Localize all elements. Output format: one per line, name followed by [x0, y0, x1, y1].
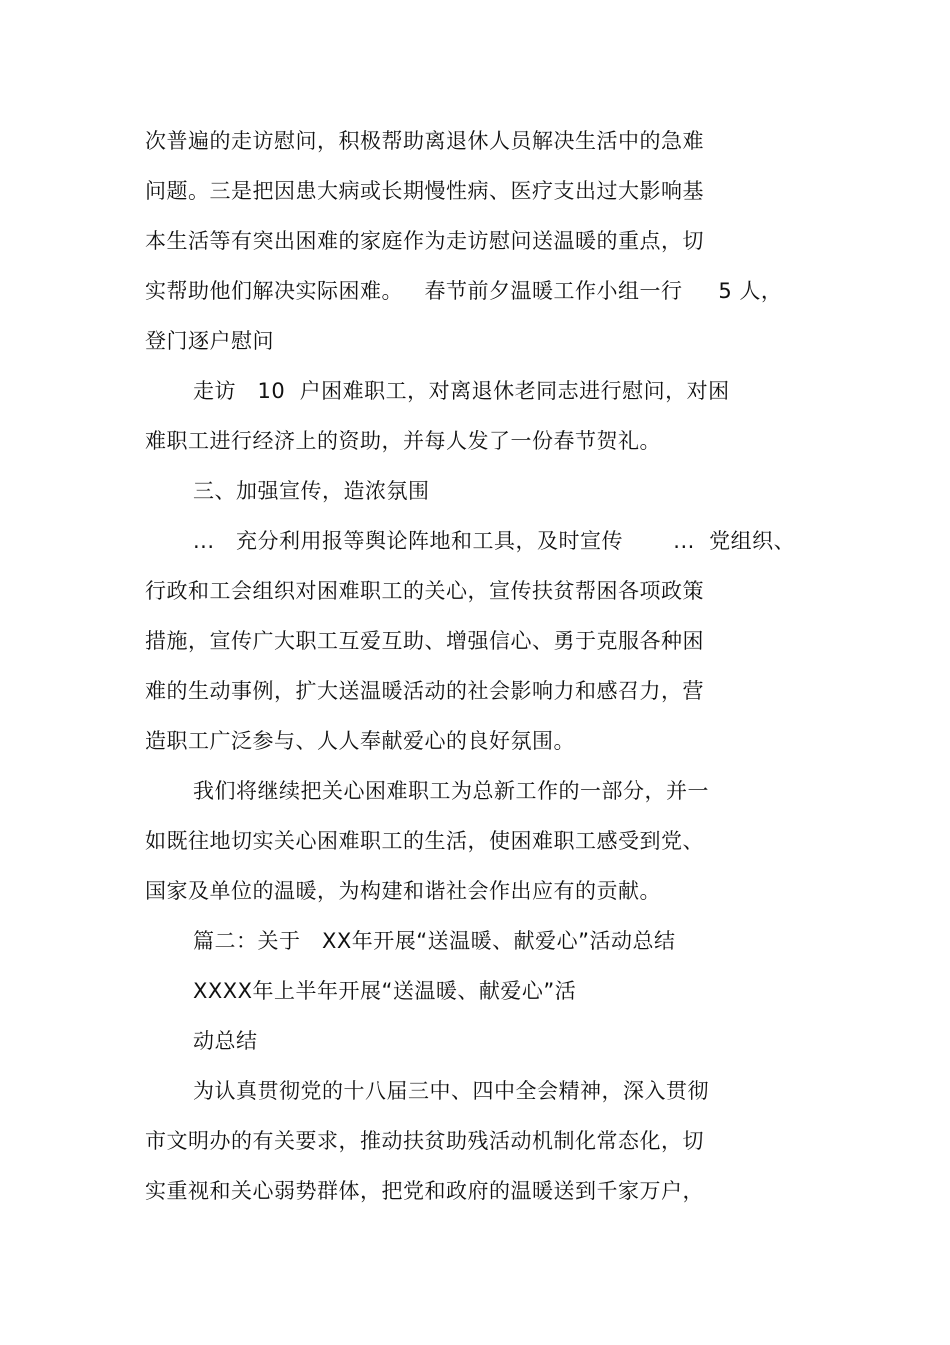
body-text-line: 行政和工会组织对困难职工的关心，宣传扶贫帮困各项政策 — [145, 579, 704, 603]
body-text-line: 次普遍的走访慰问，积极帮助离退休人员解决生活中的急难 — [145, 129, 704, 153]
body-text-line: 走访 10 户困难职工，对离退休老同志进行慰问，对困 — [193, 379, 730, 403]
article-subtitle: XXXX年上半年开展“送温暖、献爱心”活 — [193, 979, 577, 1003]
body-text-line: 国家及单位的温暖，为构建和谐社会作出应有的贡献。 — [145, 879, 661, 903]
body-text-line: 我们将继续把关心困难职工为总新工作的一部分，并一 — [193, 779, 709, 803]
body-text-line: 市文明办的有关要求，推动扶贫助残活动机制化常态化，切 — [145, 1129, 704, 1153]
body-text-line: 问题。三是把因患大病或长期慢性病、医疗支出过大影响基 — [145, 179, 704, 203]
body-text-line: 难职工进行经济上的资助，并每人发了一份春节贺礼。 — [145, 429, 661, 453]
body-text-line: 如既往地切实关心困难职工的生活，使困难职工感受到党、 — [145, 829, 704, 853]
body-text-line: 本生活等有突出困难的家庭作为走访慰问送温暖的重点，切 — [145, 229, 704, 253]
body-text-line: 实帮助他们解决实际困难。 春节前夕温暖工作小组一行 5 人， — [145, 279, 783, 303]
body-text-line: 为认真贯彻党的十八届三中、四中全会精神，深入贯彻 — [193, 1079, 709, 1103]
body-text-line: 实重视和关心弱势群体，把党和政府的温暖送到千家万户， — [145, 1179, 704, 1203]
section-heading: 三、加强宣传，造浓氛围 — [193, 479, 430, 503]
article-subtitle: 动总结 — [193, 1029, 258, 1053]
body-text-line: 难的生动事例，扩大送温暖活动的社会影响力和感召力，营 — [145, 679, 704, 703]
body-text-line: 登门逐户慰问 — [145, 329, 274, 353]
body-text-line: ... 充分利用报等舆论阵地和工具，及时宣传 ... 党组织、 — [193, 529, 796, 553]
article-title: 篇二：关于 XX年开展“送温暖、献爱心”活动总结 — [193, 929, 676, 953]
body-text-line: 造职工广泛参与、人人奉献爱心的良好氛围。 — [145, 729, 575, 753]
body-text-line: 措施，宣传广大职工互爱互助、增强信心、勇于克服各种困 — [145, 629, 704, 653]
